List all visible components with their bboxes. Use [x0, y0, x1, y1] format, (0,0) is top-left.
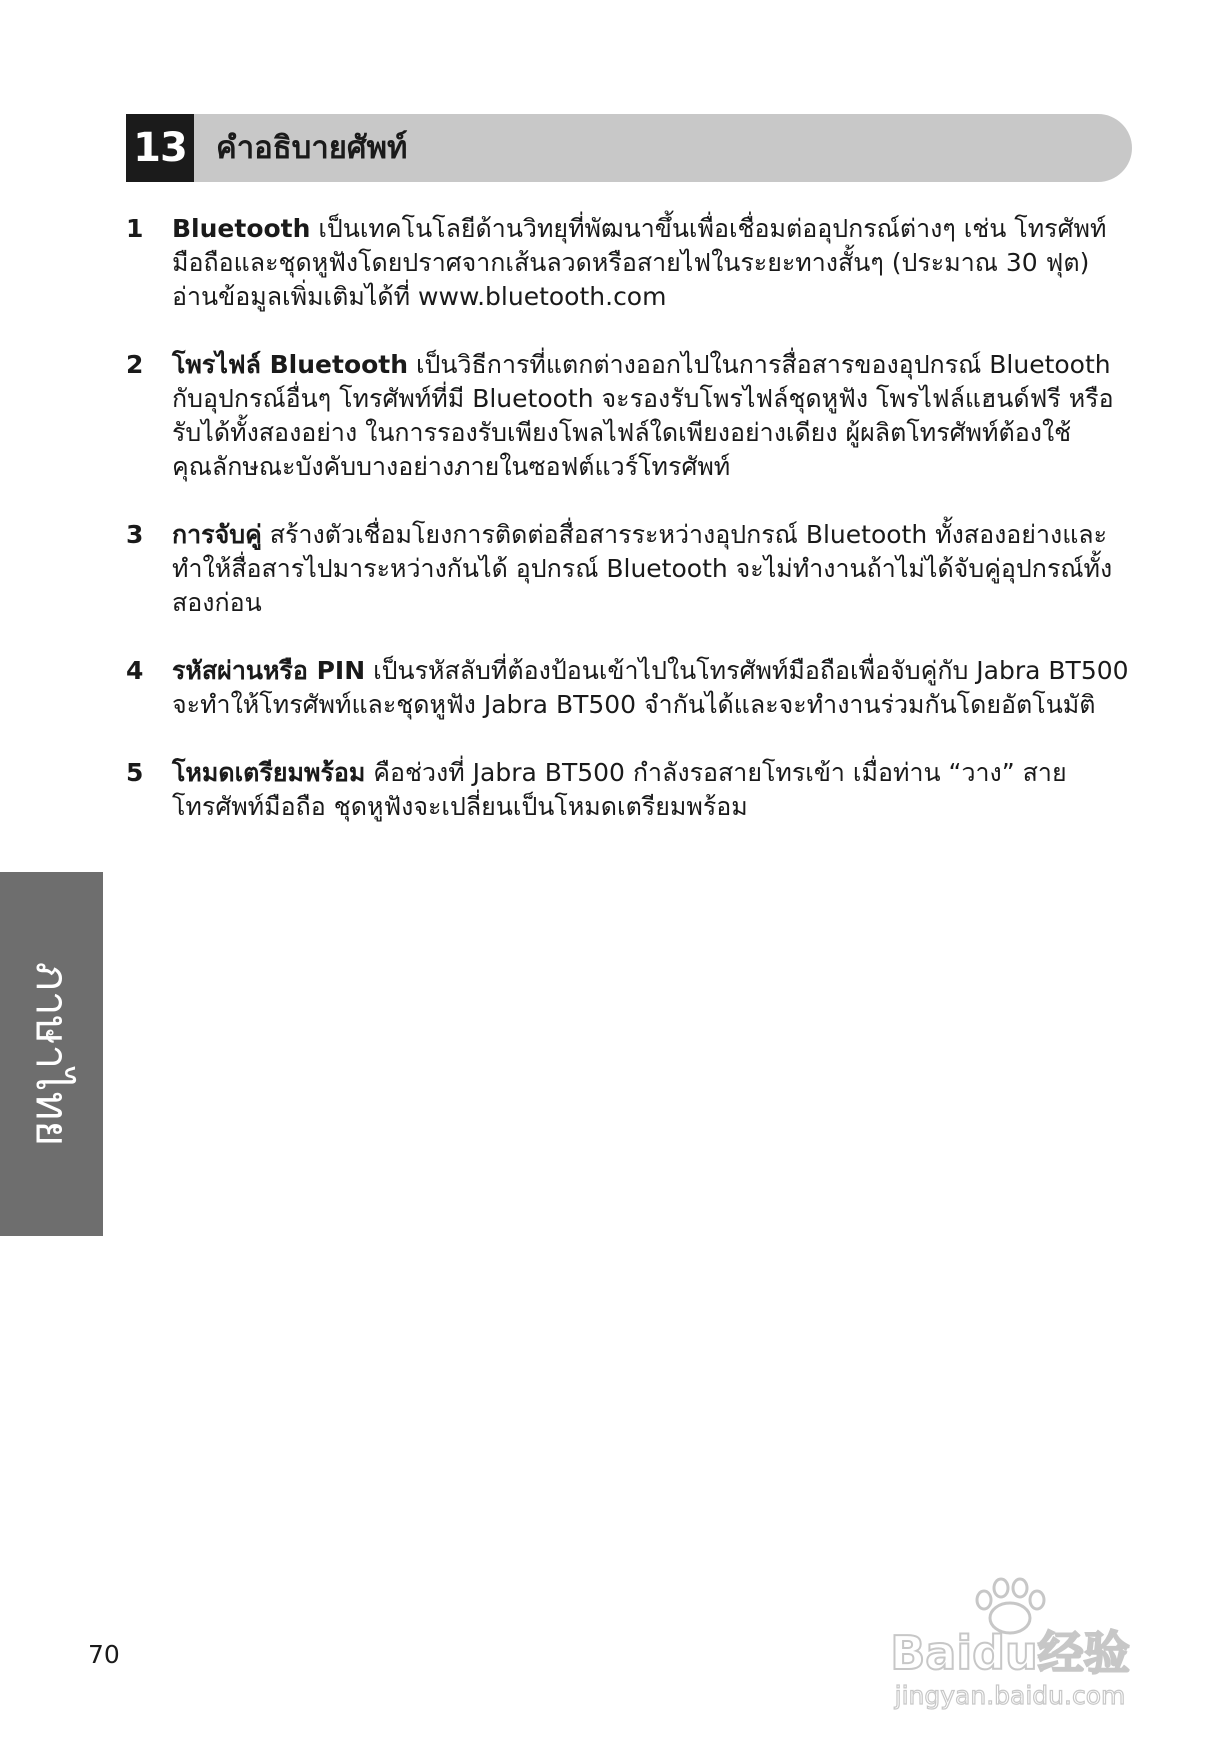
glossary-definition: เป็นรหัสลับที่ต้องป้อนเข้าไปในโทรศัพท์มือถือเพื่อจับคู่กับ Jabra BT500 จะทำให้โทรศัพท์และชุดหูฟัง Jabra BT500 จำกันได้และจะทำงานร่วมกันโดยอัตโนมัติ [172, 656, 1129, 719]
language-tab-label: ภาษาไทย [26, 961, 77, 1147]
glossary-item-body [172, 348, 1136, 484]
glossary-item-number: 4 [126, 656, 144, 685]
page-number: 70 [88, 1640, 120, 1669]
glossary-definition: สร้างตัวเชื่อมโยงการติดต่อสื่อสารระหว่างอุปกรณ์ Bluetooth ทั้งสองอย่างและทำให้สื่อสารไปมาระหว่างกันได้ อุปกรณ์ Bluetooth จะไม่ทำงานถ้าไม่ได้จับคู่อุปกรณ์ทั้งสองก่อน [172, 520, 1113, 617]
glossary-term: รหัสผ่านหรือ PIN [172, 656, 366, 685]
section-header [126, 114, 1132, 182]
paw-logo-icon [977, 1579, 1044, 1633]
glossary-item-pairing [126, 518, 1136, 620]
glossary-item-body [172, 212, 1136, 314]
watermark-brand: Baidu经验 [890, 1626, 1130, 1680]
glossary-definition: คือช่วงที่ Jabra BT500 กำลังรอสายโทรเข้า เมื่อท่าน “วาง” สายโทรศัพท์มือถือ ชุดหูฟังจะเปลี่ยนเป็นโหมดเตรียมพร้อม [172, 758, 1067, 821]
glossary-item-body [172, 654, 1136, 722]
section-number: 13 [126, 114, 194, 182]
glossary-item-number: 1 [126, 214, 144, 243]
glossary-term: การจับคู่ [172, 520, 262, 549]
glossary-item-passkey-pin [126, 654, 1136, 722]
glossary-item-body [172, 756, 1136, 824]
glossary-item-bluetooth-profile [126, 348, 1136, 484]
glossary-item-number: 3 [126, 520, 144, 549]
glossary-list [126, 212, 1136, 858]
glossary-term: Bluetooth [172, 214, 311, 243]
glossary-item-number: 2 [126, 350, 144, 379]
watermark-url: jingyan.baidu.com [894, 1681, 1126, 1710]
glossary-definition: เป็นเทคโนโลยีด้านวิทยุที่พัฒนาขึ้นเพื่อเชื่อมต่ออุปกรณ์ต่างๆ เช่น โทรศัพท์มือถือและชุดหูฟังโดยปราศจากเส้นลวดหรือสายไฟในระยะทางสั้นๆ (ประมาณ 30 ฟุต) อ่านข้อมูลเพิ่มเติมได้ที่ www.bluetooth.com [172, 214, 1107, 311]
language-side-tab [0, 872, 103, 1236]
section-title: คำอธิบายศัพท์ [216, 130, 408, 166]
glossary-item-body [172, 518, 1136, 620]
baidu-jingyan-watermark [860, 1566, 1160, 1716]
glossary-term: โพรไฟล์ Bluetooth [172, 350, 409, 379]
glossary-item-number: 5 [126, 758, 144, 787]
glossary-term: โหมดเตรียมพร้อม [172, 758, 366, 787]
glossary-definition: เป็นวิธีการที่แตกต่างออกไปในการสื่อสารของอุปกรณ์ Bluetooth กับอุปกรณ์อื่นๆ โทรศัพท์ที่มี Bluetooth จะรองรับโพรไฟล์ชุดหูฟัง โพรไฟล์แฮนด์ฟรี หรือรับได้ทั้งสองอย่าง ในการรองรับเพียงโพลไฟล์ใดเพียงอย่างเดียง ผู้ผลิตโทรศัพท์ต้องใช้คุณลักษณะบังคับบางอย่างภายในซอฟต์แวร์โทรศัพท์ [172, 350, 1114, 481]
glossary-item-bluetooth [126, 212, 1136, 314]
glossary-item-standby-mode [126, 756, 1136, 824]
